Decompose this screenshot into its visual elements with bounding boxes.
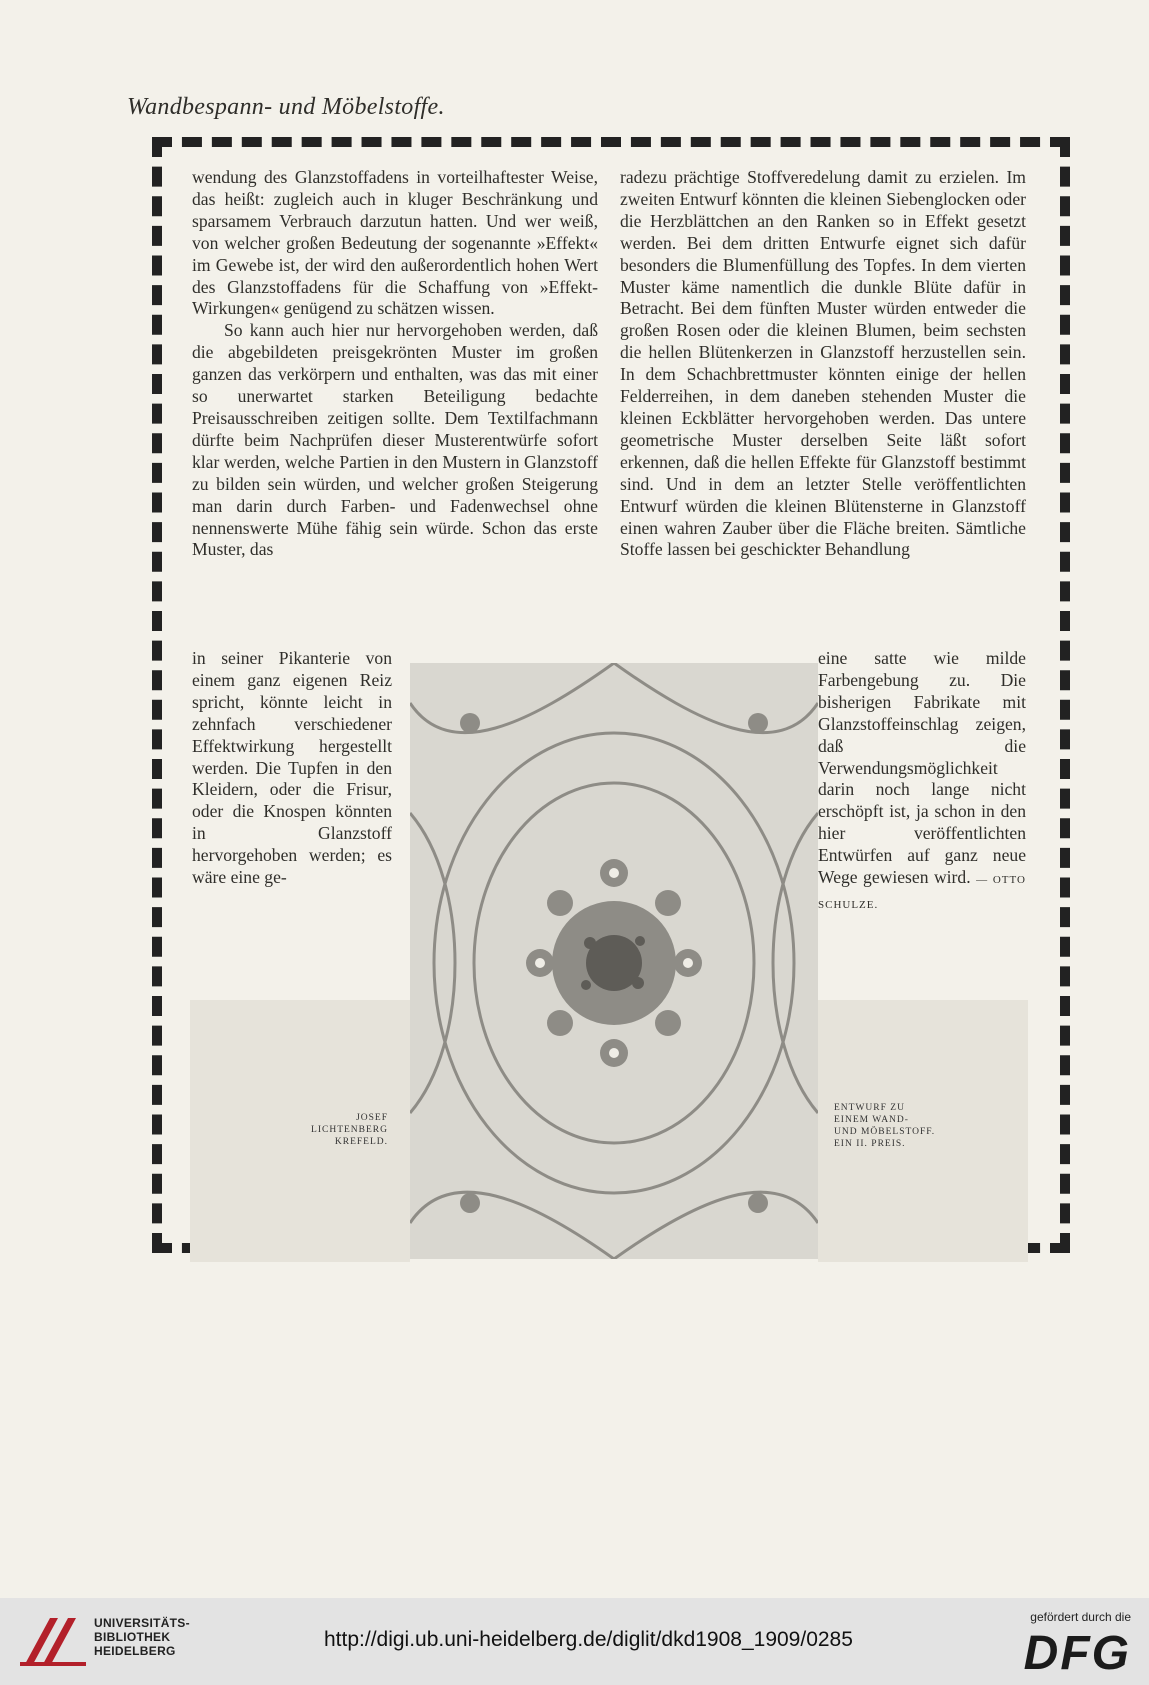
caption-description-line-2: EINEM WAND- xyxy=(834,1115,909,1125)
fabric-pattern-image xyxy=(410,663,818,1259)
funding-note: gefördert durch die xyxy=(1030,1610,1131,1624)
left-paragraph-1: wendung des Glanzstoffadens in vorteilhaftester Weise, das heißt: zugleich auch in kluger Beschränkung und sparsamem Verbrauch darzutun hatten. Und wer weiß, von welcher großen Bedeutung der sogenannte »Effekt« im Gewebe ist, der wird den außerordentlich hohen Wert des Glanzstoffadens für die Schaffung von »Effekt-Wirkungen« genügend zu schätzen wissen. xyxy=(192,167,598,319)
caption-artist-line-3: KREFELD. xyxy=(334,1137,388,1147)
permalink-url[interactable]: http://digi.ub.uni-heidelberg.de/diglit/dkd1908_1909/0285 xyxy=(324,1628,853,1651)
left-narrow-column xyxy=(192,648,392,889)
caption-description-line-3: UND MÖBELSTOFF. xyxy=(834,1127,936,1137)
right-column xyxy=(620,167,1026,561)
right-narrow-column xyxy=(818,648,1026,917)
caption-artist-line-2: LICHTENBERG xyxy=(311,1125,388,1135)
author-signature: — OTTO SCHULZE. xyxy=(818,874,1026,911)
caption-artist-line-1: JOSEF xyxy=(356,1113,388,1123)
caption-artist xyxy=(280,1112,388,1148)
university-library-name xyxy=(94,1616,190,1658)
left-column xyxy=(192,167,598,561)
caption-description xyxy=(834,1102,974,1150)
right-paragraph-1: radezu prächtige Stoffveredelung damit zu erzielen. Im zweiten Entwurf könnten die kleinen Siebenglocken oder die Herzblättchen an den Ranken so in Effekt gesetzt werden. Bei dem dritten Entwurfe eignet sich dafür besonders die Blumenfüllung des Topfes. In dem vierten Muster käme namentlich die dunkle Blüte dafür in Betracht. Bei dem fünften Muster würden entweder die großen Rosen oder die kleinen Blumen, beim sechsten die hellen Blütenkerzen in Glanzstoff herzustellen sein. In dem Schachbrettmuster könnten einige der hellen Felderreihen, in dem daneben stehenden Muster die kleinen Eckblätter hervorgehoben werden. Das untere geometrische Muster derselben Seite läßt sofort erkennen, daß die hellen Effekte für Glanzstoff bestimmt sind. Und in dem an letzter Stelle veröffentlichten Entwurf würden die kleinen Blütensterne in Glanzstoff einen wahren Zauber über die Fläche breiten. Sämtliche Stoffe lassen bei geschickter Behandlung xyxy=(620,167,1026,560)
left-paragraph-2: So kann auch hier nur hervorgehoben werden, daß die abgebildeten preisgekrönten Muster im großen ganzen das verkörpern und enthalten, was das mit einer so unerwartet starken Beteiligung bedachte Preisausschreiben zeitigen sollte. Dem Textilfachmann dürfte beim Nachprüfen dieser Musterentwürfe sofort klar werden, welche Partien in den Mustern in Glanzstoff zu bilden sein würden, und welcher großen Steigerung man darin durch Farben- und Fadenwechsel ohne nennenswerte Mühe fähig sein würde. Schon das erste Muster, das xyxy=(192,320,598,560)
university-library-logo-icon xyxy=(20,1612,86,1670)
library-name-line-3: HEIDELBERG xyxy=(94,1644,176,1658)
right-narrow-text xyxy=(818,648,1026,917)
right-narrow-body: eine satte wie milde Farbengebung zu. Die bisherigen Fabrikate mit Glanzstoffeinschlag zeigen, daß die Verwendungsmöglichkeit darin noch lange nicht erschöpft ist, ja schon in den hier veröffentlichten Entwürfen auf ganz neue Wege gewiesen wird. xyxy=(818,648,1026,888)
fabric-design-illustration xyxy=(410,663,818,1259)
library-name-line-1: UNIVERSITÄTS- xyxy=(94,1616,190,1630)
left-narrow-text: in seiner Pikanterie von einem ganz eigenen Reiz spricht, könnte leicht in zehnfach verschiedener Effektwirkung hergestellt werden. Die Tupfen in den Kleidern, oder die Frisur, oder die Knospen könnten in Glanzstoff hervorgehoben werden; es wäre eine ge- xyxy=(192,648,392,888)
caption-description-line-4: EIN II. PREIS. xyxy=(834,1139,906,1149)
caption-description-line-1: ENTWURF ZU xyxy=(834,1103,905,1113)
library-name-line-2: BIBLIOTHEK xyxy=(94,1630,171,1644)
running-title: Wandbespann- und Möbelstoffe. xyxy=(127,94,445,120)
dfg-logo: DFG xyxy=(1023,1627,1131,1680)
footer-bar xyxy=(0,1598,1149,1685)
